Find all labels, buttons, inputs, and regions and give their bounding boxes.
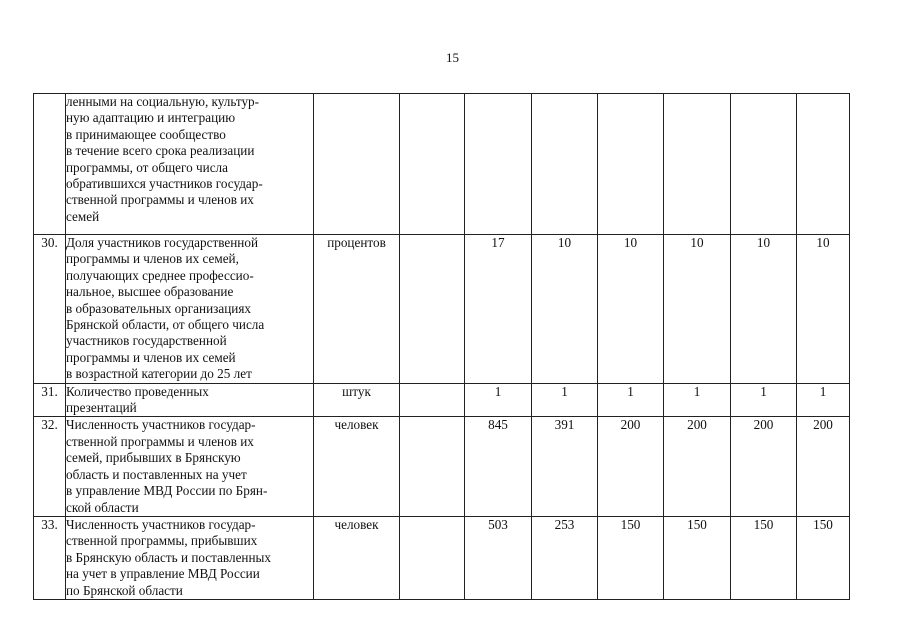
unit-cell: штук <box>314 383 400 417</box>
description-line: программы, от общего числа <box>66 159 228 175</box>
row-number: 33. <box>34 516 66 599</box>
table-row <box>34 417 850 516</box>
value-cell: 10 <box>797 235 850 384</box>
indicators-table <box>33 93 850 600</box>
description-line: ственной программы и членов их <box>66 192 254 208</box>
description-line: в возрастной категории до 25 лет <box>66 366 252 382</box>
description-line: ственной программы и членов их <box>66 433 254 449</box>
description-line: презентаций <box>66 400 137 416</box>
value-cell: 1 <box>797 383 850 417</box>
value-cell: 1 <box>532 383 598 417</box>
value-cell <box>465 94 532 235</box>
description-line: обратившихся участников государ- <box>66 176 263 192</box>
unit-cell: человек <box>314 516 400 599</box>
indicator-description <box>66 417 314 516</box>
value-cell <box>400 383 465 417</box>
description-line: Доля участников государственной <box>66 235 259 250</box>
value-cell: 1 <box>465 383 532 417</box>
table-row <box>34 516 850 599</box>
value-cell: 150 <box>797 516 850 599</box>
value-cell <box>731 94 797 235</box>
value-cell: 391 <box>532 417 598 516</box>
value-cell <box>400 417 465 516</box>
value-cell: 200 <box>598 417 664 516</box>
value-cell: 10 <box>532 235 598 384</box>
value-cell: 1 <box>598 383 664 417</box>
value-cell: 200 <box>797 417 850 516</box>
value-cell <box>532 94 598 235</box>
description-line: ственной программы, прибывших <box>66 533 258 549</box>
description-line: область и поставленных на учет <box>66 466 247 482</box>
description-line: семей <box>66 208 100 224</box>
indicator-description <box>66 94 314 235</box>
description-line: в принимающее сообщество <box>66 126 226 142</box>
value-cell: 150 <box>598 516 664 599</box>
description-line: Численность участников государ- <box>66 417 256 433</box>
value-cell: 253 <box>532 516 598 599</box>
description-line: программы и членов их семей <box>66 349 236 365</box>
description-line: Количество проведенных <box>66 383 209 399</box>
description-line: в управление МВД России по Брян- <box>66 483 268 499</box>
row-number: 32. <box>34 417 66 516</box>
value-cell: 503 <box>465 516 532 599</box>
unit-cell: процентов <box>314 235 400 384</box>
description-line: ской области <box>66 499 139 515</box>
row-number: 30. <box>34 235 66 384</box>
value-cell: 845 <box>465 417 532 516</box>
value-cell <box>797 94 850 235</box>
description-line: программы и членов их семей, <box>66 251 239 267</box>
value-cell: 1 <box>664 383 731 417</box>
page-number: 15 <box>446 50 459 65</box>
row-number: 31. <box>34 383 66 417</box>
value-cell: 200 <box>731 417 797 516</box>
unit-cell: человек <box>314 417 400 516</box>
value-cell <box>400 235 465 384</box>
value-cell <box>664 94 731 235</box>
value-cell <box>400 94 465 235</box>
unit-cell <box>314 94 400 235</box>
description-line: нальное, высшее образование <box>66 284 234 300</box>
description-line: в образовательных организациях <box>66 300 251 316</box>
value-cell: 200 <box>664 417 731 516</box>
indicator-description <box>66 516 314 599</box>
description-line: по Брянской области <box>66 582 183 598</box>
value-cell: 150 <box>731 516 797 599</box>
table-row <box>34 383 850 417</box>
description-line: на учет в управление МВД России <box>66 566 260 582</box>
value-cell: 17 <box>465 235 532 384</box>
description-line: ленными на социальную, культур- <box>66 94 260 109</box>
row-number <box>34 94 66 235</box>
description-line: Численность участников государ- <box>66 516 256 532</box>
value-cell <box>400 516 465 599</box>
indicator-description <box>66 383 314 417</box>
value-cell: 10 <box>598 235 664 384</box>
description-line: участников государственной <box>66 333 227 349</box>
value-cell <box>598 94 664 235</box>
indicator-description <box>66 235 314 384</box>
table-row <box>34 94 850 235</box>
value-cell: 1 <box>731 383 797 417</box>
value-cell: 10 <box>664 235 731 384</box>
value-cell: 150 <box>664 516 731 599</box>
description-line: в течение всего срока реализации <box>66 143 255 159</box>
description-line: Брянской области, от общего числа <box>66 317 265 333</box>
description-line: получающих среднее профессио- <box>66 267 254 283</box>
description-line: семей, прибывших в Брянскую <box>66 450 241 466</box>
value-cell: 10 <box>731 235 797 384</box>
description-line: в Брянскую область и поставленных <box>66 549 271 565</box>
description-line: ную адаптацию и интеграцию <box>66 110 236 126</box>
table-row <box>34 235 850 384</box>
